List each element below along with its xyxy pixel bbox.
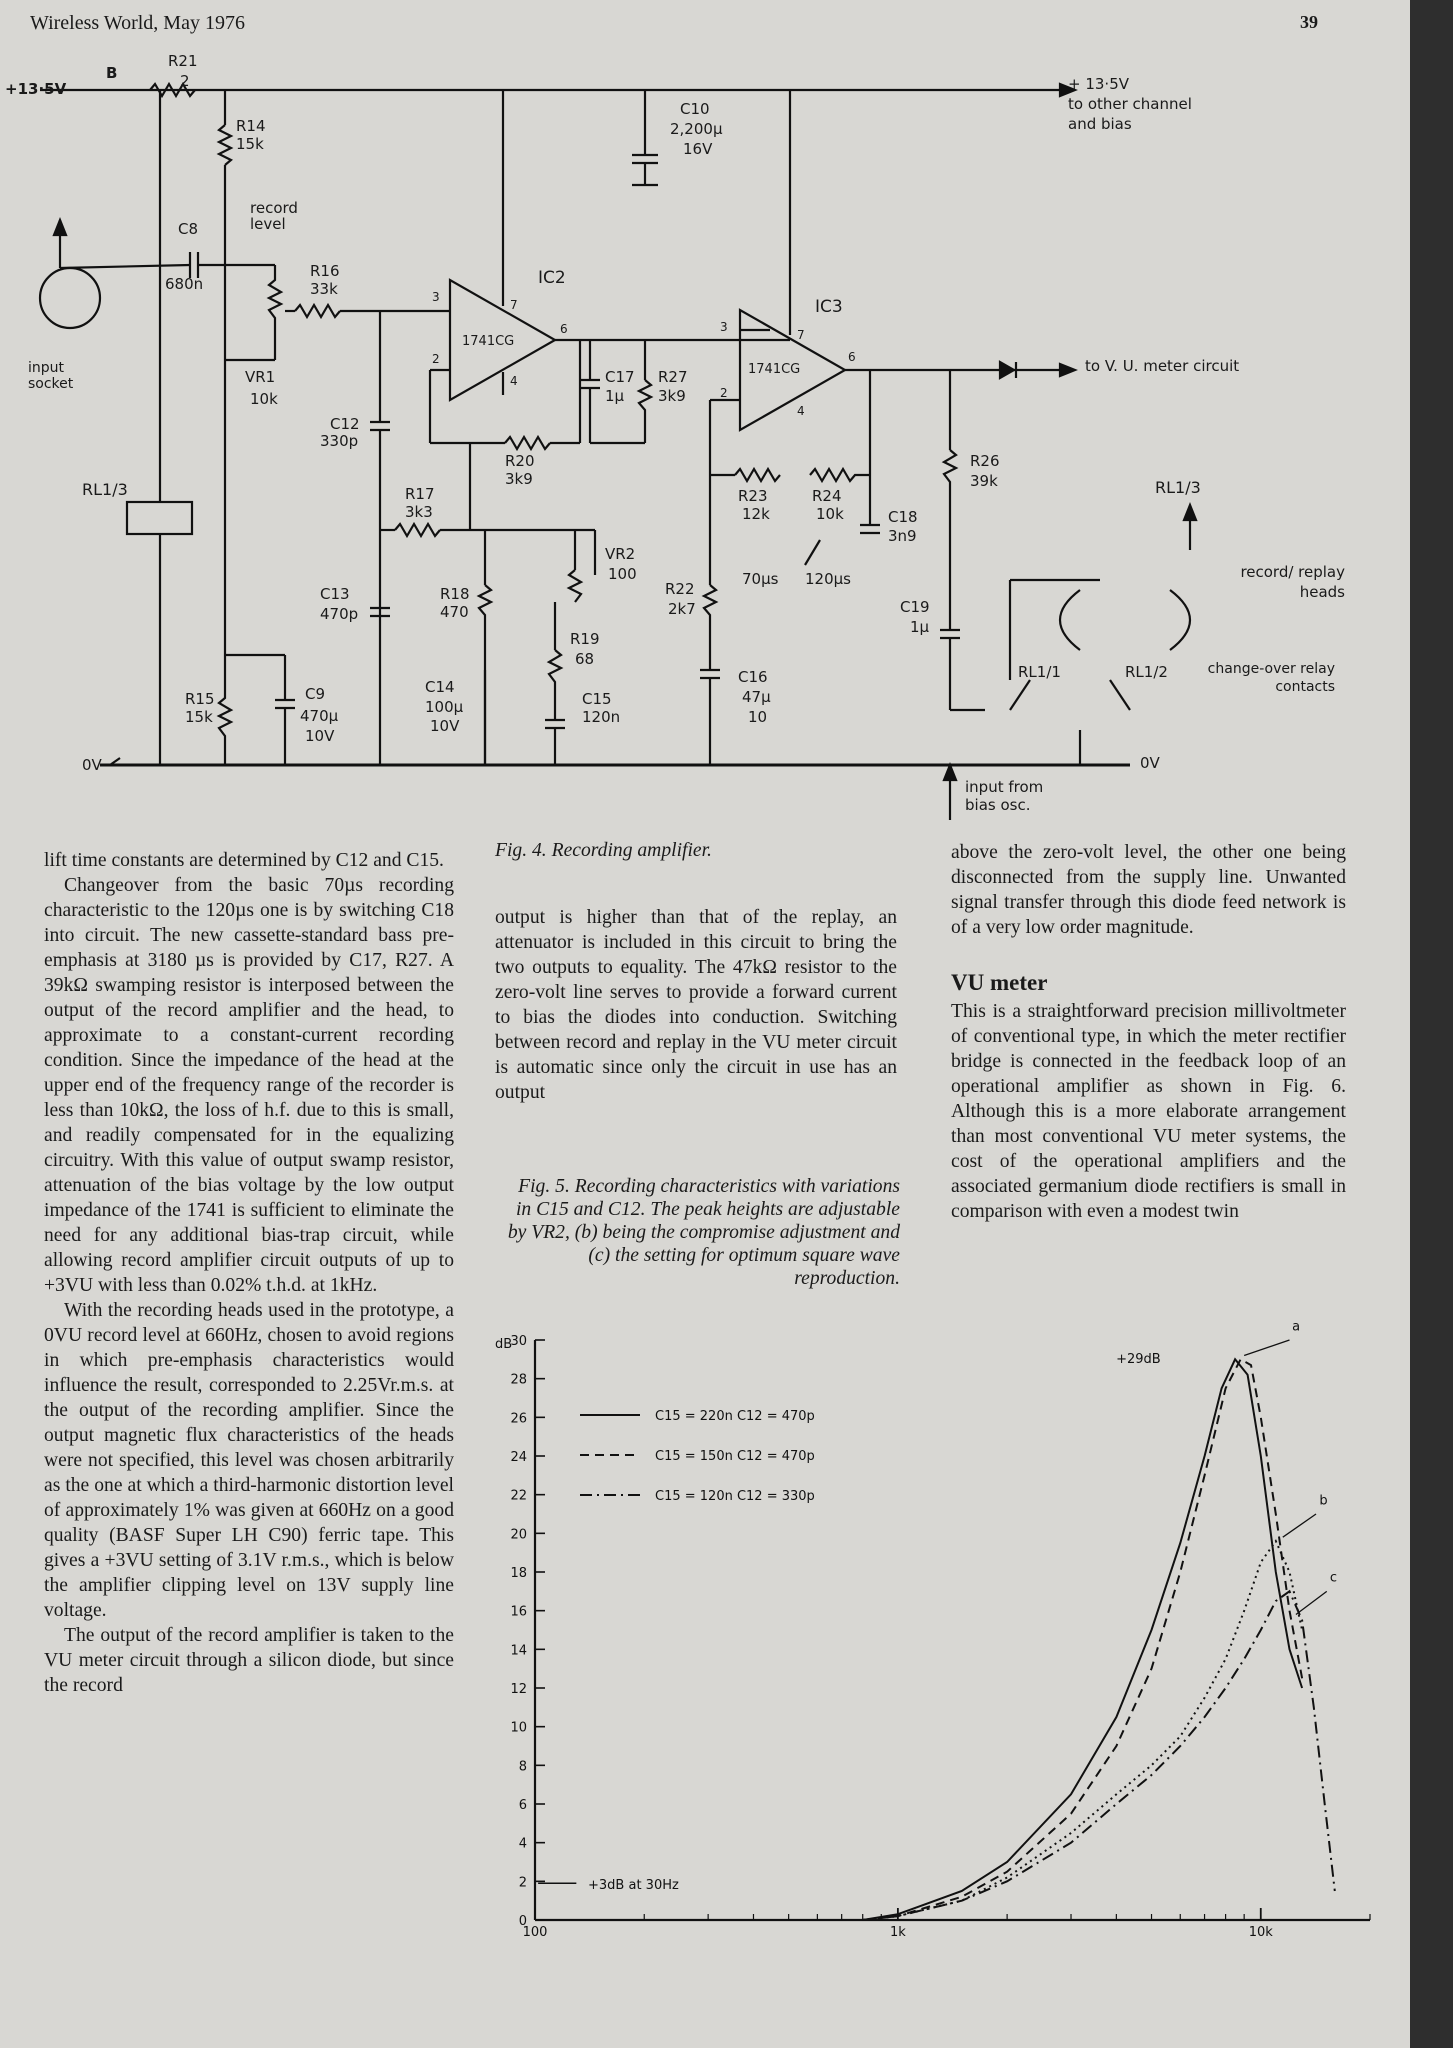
- paragraph: output is higher than that of the replay, an attenuator is included in this circuit to bring the two outputs to equality. The 47kΩ resistor to the zero-volt line serves to provide a forward current to bias the diodes into conduction. Switching between record and replay in the VU meter circuit is automatic since only the circuit in use has an output: [495, 907, 897, 1103]
- switch-120us-label: 120µs: [805, 570, 851, 588]
- c9-voltage: 10V: [305, 727, 335, 745]
- x-tick-label: 100: [522, 1925, 548, 1940]
- rl11-label: RL1/1: [1018, 663, 1061, 681]
- chart-ticks: [510, 1334, 1370, 1940]
- y-tick-label: 26: [510, 1411, 527, 1427]
- r19-value: 68: [575, 650, 595, 668]
- y-tick-label: 0: [518, 1914, 527, 1929]
- ic3-pin4: 4: [797, 404, 805, 418]
- ic3-pin6: 6: [848, 350, 856, 364]
- y-tick-label: 8: [518, 1759, 527, 1775]
- y-axis-label: dB: [495, 1337, 513, 1352]
- peak-annotation: +29dB: [1116, 1352, 1161, 1368]
- c12-label: C12: [330, 415, 360, 433]
- y-tick-label: 22: [510, 1488, 527, 1504]
- c10-voltage: 16V: [683, 140, 713, 158]
- paragraph: The output of the record amplifier is taken to the VU meter circuit through a silicon diode, but since the record: [44, 1625, 454, 1696]
- bias-input-label: input from bias osc.: [965, 778, 1044, 814]
- r17-value: 3k3: [405, 503, 433, 521]
- curve-a-pointer: [1244, 1340, 1289, 1355]
- supply-out-line1: to other channel: [1068, 95, 1192, 113]
- r14-value: 15k: [236, 135, 264, 153]
- changeover-label: change-over relay contacts: [1207, 661, 1335, 695]
- legend-entry: C15 = 150n C12 = 470p: [655, 1449, 815, 1464]
- r26-label: R26: [970, 452, 1000, 470]
- r27-value: 3k9: [658, 387, 686, 405]
- r23-value: 12k: [742, 505, 770, 523]
- text-column-3: [951, 840, 1346, 1224]
- ic3-label: IC3: [815, 297, 843, 317]
- series-b-variant-line: [863, 1541, 1302, 1920]
- rl13-right-label: RL1/3: [1155, 478, 1201, 497]
- chart-legend: [580, 1409, 815, 1504]
- c8-value: 680n: [165, 275, 204, 293]
- paragraph: Changeover from the basic 70µs recording characteristic to the 120µs one is by switching C18 into circuit. The new cassette-standard bass pre-emphasis at 3180 µs is provided by C17, R27. A 39kΩ swamping resistor is interposed between the output of the record amplifier and the head, to approximate to a constant-current recording condition. Since the impedance of the head at the upper end of the frequency range of the recorder is less than 10kΩ, the loss of h.f. due to this is small, and readily compensated for in the equalizing circuitry. With this value of output swamp resistor, attenuation of the bias voltage by the low output impedance of the 1741 is sufficient to eliminate the need for any additional bias-trap circuit, while allowing record amplifier circuit outputs of up to +3VU with less than 0.02% t.h.d. at 1kHz.: [44, 875, 454, 1296]
- vr2-value: 100: [608, 565, 637, 583]
- r14-label: R14: [236, 117, 266, 135]
- ic2-pin4: 4: [510, 374, 518, 388]
- running-header: Wireless World, May 1976: [30, 12, 245, 34]
- r15-label: R15: [185, 690, 215, 708]
- y-tick-label: 4: [518, 1836, 527, 1852]
- c16-value: 47µ: [742, 688, 771, 706]
- paragraph: above the zero-volt level, the other one being disconnected from the supply line. Unwanted signal transfer through this diode feed network is of a very low order magnitude.: [951, 842, 1346, 938]
- r27-label: R27: [658, 368, 688, 386]
- record-level-label: record level: [250, 199, 298, 233]
- legend-entry: C15 = 120n C12 = 330p: [655, 1489, 815, 1504]
- ic2-pin3: 3: [432, 290, 440, 304]
- y-tick-label: 10: [510, 1720, 527, 1736]
- c16-voltage: 10: [748, 708, 768, 726]
- y-tick-label: 18: [510, 1566, 527, 1581]
- c10-label: C10: [680, 100, 710, 118]
- section-heading: VU meter: [951, 970, 1048, 995]
- input-socket-label: input socket: [28, 360, 74, 392]
- rl12-label: RL1/2: [1125, 663, 1168, 681]
- c15-value: 120n: [582, 708, 621, 726]
- y-tick-label: 30: [510, 1334, 527, 1349]
- low-frequency-annotation: +3dB at 30Hz: [588, 1878, 679, 1894]
- vu-output-label: to V. U. meter circuit: [1085, 357, 1240, 375]
- paragraph: This is a straightforward precision millivoltmeter of conventional type, in which the meter rectifier bridge is connected in the feedback loop of an operational amplifier as shown in Fig. 6. Although this is a more elaborate arrangement than most conventional VU meter systems, the cost of the operational amplifiers and the associated germanium diode rectifiers is small in comparison with even a modest twin: [951, 1001, 1346, 1222]
- page-number: 39: [1300, 12, 1318, 32]
- y-tick-label: 2: [518, 1875, 527, 1891]
- curve-label-b: b: [1319, 1493, 1328, 1509]
- rl13-left-label: RL1/3: [82, 480, 128, 499]
- x-tick-label: 1k: [889, 1925, 906, 1940]
- c18-label: C18: [888, 508, 918, 526]
- r18-value: 470: [440, 603, 469, 621]
- c18-value: 3n9: [888, 527, 917, 545]
- ic3-pin2: 2: [720, 386, 728, 400]
- r16-value: 33k: [310, 280, 338, 298]
- fig4-caption: Fig. 4. Recording amplifier.: [495, 840, 712, 861]
- ic3-pin7: 7: [797, 328, 805, 342]
- series-c-line: [863, 1591, 1335, 1920]
- ic3-pin3: 3: [720, 320, 728, 334]
- r22-label: R22: [665, 580, 695, 598]
- supply-out-line2: and bias: [1068, 115, 1132, 133]
- r19-label: R19: [570, 630, 600, 648]
- y-tick-label: 20: [510, 1527, 527, 1543]
- node-b-label: B: [106, 64, 118, 82]
- c17-label: C17: [605, 368, 635, 386]
- c9-label: C9: [305, 685, 326, 703]
- c9-value: 470µ: [300, 707, 339, 725]
- vr1-label: VR1: [245, 368, 276, 386]
- c17-value: 1µ: [605, 387, 625, 405]
- c10-value: 2,200µ: [670, 120, 723, 138]
- r20-label: R20: [505, 452, 535, 470]
- curve-c-pointer: [1296, 1591, 1327, 1614]
- curve-label-c: c: [1329, 1570, 1337, 1586]
- series-a-line: [863, 1359, 1302, 1920]
- recording-characteristics-chart: [490, 1320, 1390, 1940]
- chart-series: [863, 1359, 1335, 1920]
- y-tick-label: 28: [510, 1372, 527, 1388]
- paragraph: lift time constants are determined by C12 and C15.: [44, 850, 444, 871]
- vr1-value: 10k: [250, 390, 278, 408]
- zero-volt-right: 0V: [1140, 754, 1160, 772]
- c19-label: C19: [900, 598, 930, 616]
- supply-out-voltage: + 13·5V: [1068, 75, 1129, 93]
- r17-label: R17: [405, 485, 435, 503]
- text-column-2: [495, 905, 897, 1105]
- ic3-chip-label: 1741CG: [748, 362, 801, 377]
- r21-value: 2: [180, 72, 190, 90]
- r21-label: R21: [168, 52, 198, 70]
- y-tick-label: 14: [510, 1643, 527, 1659]
- page-edge-shadow: [1410, 0, 1453, 2048]
- legend-entry: C15 = 220n C12 = 470p: [655, 1409, 815, 1424]
- c16-label: C16: [738, 668, 768, 686]
- curve-b-pointer: [1283, 1514, 1316, 1537]
- text-column-1: [44, 848, 454, 1698]
- switch-70us-label: 70µs: [742, 570, 779, 588]
- c19-value: 1µ: [910, 618, 930, 636]
- r26-value: 39k: [970, 472, 998, 490]
- ic2-pin2: 2: [432, 352, 440, 366]
- series-b-line: [863, 1359, 1302, 1920]
- zero-volt-left: 0V: [82, 756, 102, 774]
- ic2-chip-label: 1741CG: [462, 334, 515, 349]
- x-tick-label: 10k: [1248, 1925, 1273, 1940]
- c13-value: 470p: [320, 605, 359, 623]
- r24-value: 10k: [816, 505, 844, 523]
- r20-value: 3k9: [505, 470, 533, 488]
- c12-value: 330p: [320, 432, 359, 450]
- c14-label: C14: [425, 678, 455, 696]
- r23-label: R23: [738, 487, 768, 505]
- ic2-pin7: 7: [510, 298, 518, 312]
- y-tick-label: 24: [510, 1450, 527, 1465]
- c13-label: C13: [320, 585, 350, 603]
- supply-in-label: +13·5V: [5, 80, 67, 98]
- c14-voltage: 10V: [430, 717, 460, 735]
- c15-label: C15: [582, 690, 612, 708]
- c14-value: 100µ: [425, 698, 464, 716]
- heads-label: record/ replay heads: [1240, 563, 1345, 601]
- r18-label: R18: [440, 585, 470, 603]
- paragraph: With the recording heads used in the prototype, a 0VU record level at 660Hz, chosen to avoid regions in which pre-emphasis characteristics would influence the result, corresponded to 2.25Vr.m.s. at the output of the recording amplifier. Since the output magnetic flux characteristics of the heads were not specified, this level was chosen arbitrarily as the one at which a third-harmonic distortion level of approximately 1% was given at 660Hz on a good quality (BASF Super LH C90) ferric tape. This gives a +3VU setting of 3.1V r.m.s., which is below the amplifier clipping level on 13V supply line voltage.: [44, 1300, 454, 1621]
- y-tick-label: 12: [510, 1682, 527, 1697]
- chart-axes: [495, 1337, 1370, 1920]
- y-tick-label: 6: [518, 1798, 527, 1813]
- r22-value: 2k7: [668, 600, 696, 618]
- ic2-pin6: 6: [560, 322, 568, 336]
- r16-label: R16: [310, 262, 340, 280]
- ic2-label: IC2: [538, 268, 566, 288]
- curve-label-a: a: [1292, 1320, 1301, 1335]
- r15-value: 15k: [185, 708, 213, 726]
- vr2-label: VR2: [605, 545, 636, 563]
- c8-label: C8: [178, 220, 199, 238]
- r24-label: R24: [812, 487, 842, 505]
- fig5-caption: Fig. 5. Recording characteristics with variations in C15 and C12. The peak heights are adjustable by VR2, (b) being the compromise adjustment and (c) the setting for optimum square wave reproduction.: [507, 1176, 900, 1289]
- y-tick-label: 16: [510, 1604, 527, 1620]
